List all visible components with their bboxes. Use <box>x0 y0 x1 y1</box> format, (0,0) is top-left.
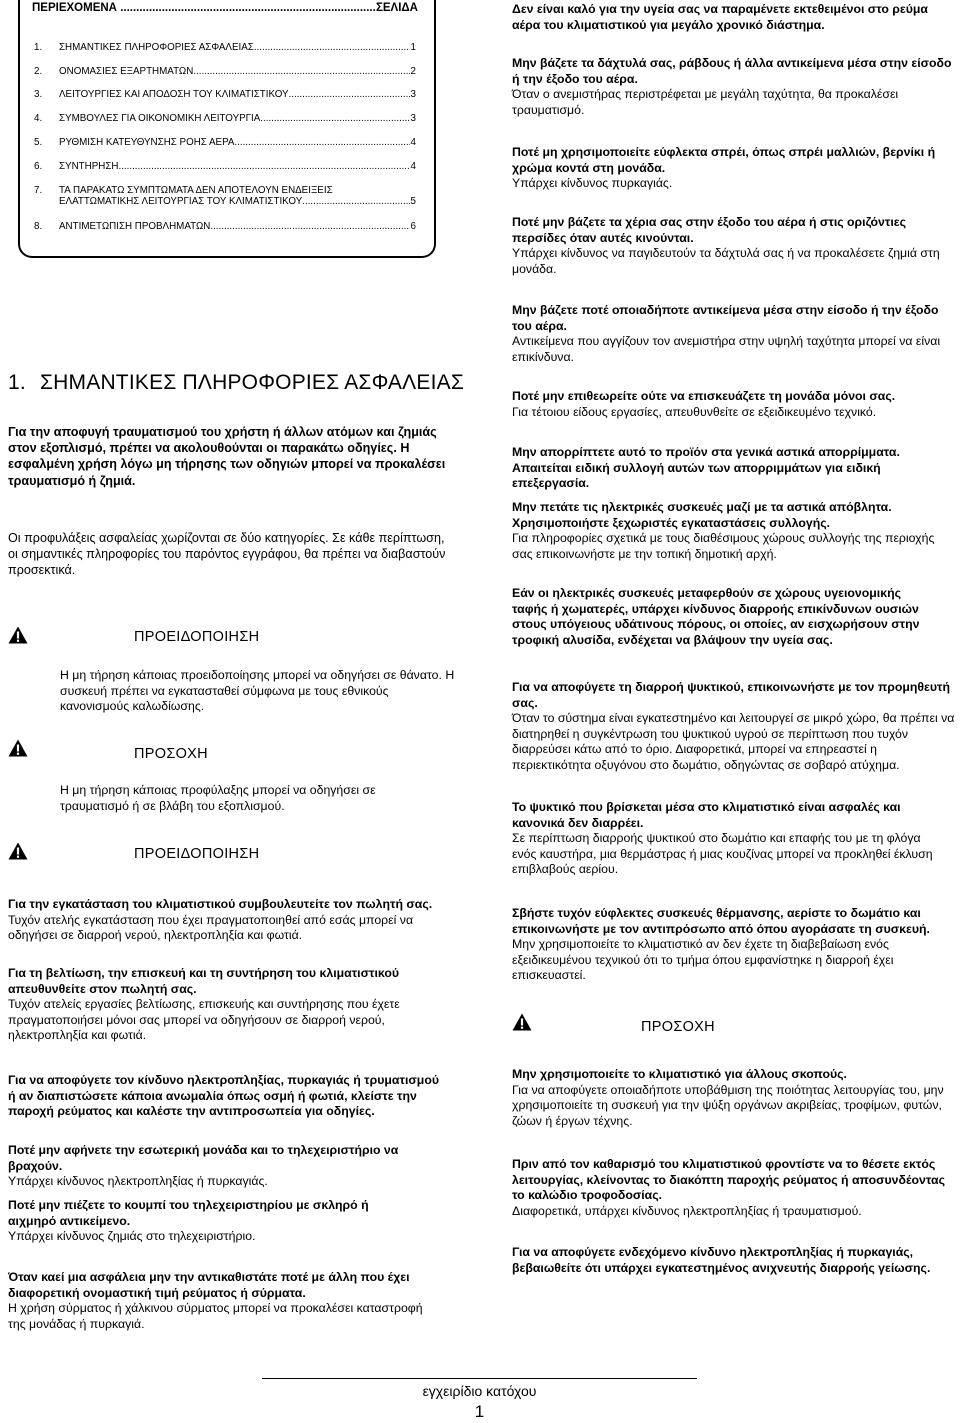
warning-text-a: Η μη τήρηση κάποιας προειδοποίησης μπορεί να οδηγήσει σε θάνατο. <box>60 668 442 682</box>
safety-item <box>8 1198 408 1245</box>
safety-item-heading: Ποτέ μην επιθεωρείτε ούτε να επισκευάζετε τη μονάδα μόνοι σας. <box>512 389 896 403</box>
safety-item <box>512 500 957 562</box>
section-title <box>8 371 464 395</box>
table-of-contents <box>18 0 436 258</box>
safety-item-text: Η χρήση σύρματος ή χάλκινου σύρματος μπορεί να προκαλέσει καταστροφή της μονάδας ή πυρκαγιά. <box>8 1301 423 1331</box>
safety-item-heading: Μην πετάτε τις ηλεκτρικές συσκευές μαζί με τα αστικά απόβλητα. Χρησιμοποιήστε ξεχωριστές εγκαταστάσεις συλλογής. <box>512 500 892 530</box>
toc-item-title: ΣΥΜΒΟΥΛΕΣ ΓΙΑ ΟΙΚΟΝΟΜΙΚΗ ΛΕΙΤΟΥΡΓΙΑ <box>59 113 261 124</box>
toc-item[interactable] <box>34 66 416 77</box>
section-number: 1. <box>8 371 26 394</box>
safety-item-heading: Δεν είναι καλό για την υγεία σας να παραμένετε εκτεθειμένοι στο ρεύμα αέρα του κλιματιστικού για μεγάλο χρονικό διάστημα. <box>512 2 928 32</box>
intro-paragraph <box>8 530 448 579</box>
safety-item-heading: Μην απορρίπτετε αυτό το προϊόν στα γενικά αστικά απορρίμματα. Απαιτείται ειδική συλλογή αυτών των απορριμμάτων για ειδική επεξεργασία. <box>512 445 900 491</box>
toc-item-page: 3 <box>410 89 416 100</box>
safety-item <box>512 303 957 365</box>
toc-item-number: 3. <box>34 89 43 100</box>
intro-text-a: Οι προφυλάξεις ασφαλείας χωρίζονται σε δύο κατηγορίες. <box>8 531 329 545</box>
warning-triangle-icon <box>8 842 28 860</box>
toc-item-page: 4 <box>410 137 416 148</box>
safety-item-text: Σε περίπτωση διαρροής ψυκτικού στο δωμάτιο και επαφής του με τη φλόγα ενός καυστήρα, μια θερμάστρας ή μιας κουζίνας μπορεί να προκληθεί έκλυση επιβλαβούς αερίου. <box>512 831 933 877</box>
toc-header <box>32 2 418 14</box>
toc-item-number: 4. <box>34 113 43 124</box>
toc-item-number: 1. <box>34 42 43 53</box>
safety-item <box>512 215 957 277</box>
caution-title: ΠΡΟΣΟΧΗ <box>134 746 208 762</box>
toc-item[interactable] <box>34 161 416 172</box>
toc-item-page: 5 <box>410 196 416 207</box>
warning-text-b: Η συσκευή πρέπει να εγκατασταθεί σύμφωνα με τους εθνικούς κανονισμούς καλωδίωσης. <box>60 668 455 714</box>
toc-item-page: 1 <box>410 42 416 53</box>
toc-header-label: ΠΕΡΙΕΧΟΜΕΝΑ <box>32 2 117 14</box>
warning-title: ΠΡΟΕΙΔΟΠΟΙΗΣΗ <box>134 846 260 862</box>
toc-item-page: 2 <box>410 66 416 77</box>
toc-item-title: ΛΕΙΤΟΥΡΓΙΕΣ ΚΑΙ ΑΠΟΔΟΣΗ ΤΟΥ ΚΛΙΜΑΤΙΣΤΙΚΟΥ <box>59 89 289 100</box>
toc-item-number: 7. <box>34 185 43 196</box>
safety-item <box>512 680 957 774</box>
safety-item-heading: Πριν από τον καθαρισμό του κλιματιστικού φροντίστε να το θέσετε εκτός λειτουργίας, κλείνοντας το διακόπτη παροχής ρεύματος ή αποσυνδέοντας το καλώδιο τροφοδοσίας. <box>512 1157 945 1203</box>
safety-item-heading: Για να αποφύγετε ενδεχόμενο κίνδυνο ηλεκτροπληξίας ή πυρκαγιάς, βεβαιωθείτε ότι υπάρχει εγκατεστημένος ανιχνευτής διαρροής γείωσης. <box>512 1245 931 1275</box>
safety-item-text: Αντικείμενα που αγγίζουν τον ανεμιστήρα στην υψηλή ταχύτητα μπορεί να είναι επικίνδυνα. <box>512 334 941 364</box>
safety-item <box>512 906 932 984</box>
safety-item-text: Μην χρησιμοποιείτε το κλιματιστικό αν δεν έχετε τη διαβεβαίωση ενός εξειδικευμένου τεχνικού ότι το τμήμα όπου εμφανίστηκε η διαρροή έχει επισκευαστεί. <box>512 937 894 983</box>
safety-item-text: Τυχόν ατελής εγκατάσταση που έχει πραγματοποιηθεί από εσάς μπορεί να οδηγήσει σε διαρροή νερού, ηλεκτροπληξία και φωτιά. <box>8 912 414 943</box>
footer-label: εγχειρίδιο κατόχου <box>422 1383 537 1399</box>
safety-item-text: Διαφορετικά, υπάρχει κίνδυνος ηλεκτροπληξίας ή τραυματισμού. <box>512 1203 862 1218</box>
toc-item-page: 4 <box>410 161 416 172</box>
safety-item-heading: Για να αποφύγετε τον κίνδυνο ηλεκτροπληξίας, πυρκαγιάς ή τρυματισμού ή αν διαπιστώσετε κάποια ανωμαλία όπως οσμή ή φωτιά, κλείστε την παροχή ρεύματος και καλέστε την αντιπροσωπεία για οδηγίες. <box>8 1073 440 1119</box>
toc-header-page-label: ΣΕΛΙΔΑ <box>375 2 418 14</box>
toc-item-number: 5. <box>34 137 43 148</box>
safety-item <box>512 1157 952 1219</box>
toc-item-title-line2: ΕΛΑΤΤΩΜΑΤΙΚΗΣ ΛΕΙΤΟΥΡΓΙΑΣ ΤΟΥ ΚΛΙΜΑΤΙΣΤΙΚΟΥ <box>59 196 303 207</box>
section-title-text: ΣΗΜΑΝΤΙΚΕΣ ΠΛΗΡΟΦΟΡΙΕΣ ΑΣΦΑΛΕΙΑΣ <box>40 371 465 394</box>
toc-item[interactable] <box>34 89 416 100</box>
safety-item <box>8 897 433 944</box>
toc-item[interactable] <box>34 42 416 53</box>
intro-bold-paragraph <box>8 424 448 489</box>
safety-item <box>512 2 952 33</box>
safety-item <box>512 1067 952 1129</box>
safety-item-heading: Το ψυκτικό που βρίσκεται μέσα στο κλιματιστικό είναι ασφαλές και κανονικά δεν διαρρέει. <box>512 800 901 830</box>
safety-item <box>512 586 922 648</box>
toc-item-number: 2. <box>34 66 43 77</box>
toc-item-page: 3 <box>410 113 416 124</box>
toc-item-title: ΣΥΝΤΗΡΗΣΗ <box>59 161 119 172</box>
footer-rule <box>262 1378 697 1379</box>
toc-item[interactable] <box>34 185 416 207</box>
safety-item <box>512 800 947 878</box>
safety-item <box>8 1073 443 1120</box>
safety-item-heading: Μην χρησιμοποιείτε το κλιματιστικό για άλλους σκοπούς. <box>512 1067 847 1081</box>
intro-bold-text-b: Η εσφαλμένη χρήση λόγω μη τήρησης των οδηγιών μπορεί να προκαλέσει τραυματισμό ή ζημιά. <box>8 441 446 488</box>
safety-item-text: Τυχόν ατελείς εργασίες βελτίωσης, επισκευής και συντήρησης που έχετε πραγματοποιήσει μόνοι σας μπορεί να οδηγήσουν σε διαρροή νερού, ηλεκτροπληξία και φωτιά. <box>8 997 400 1043</box>
safety-item-heading: Όταν καεί μια ασφάλεια μην την αντικαθιστάτε ποτέ με άλλη που έχει διαφορετική ονομαστική τιμή ρεύματος ή σύρματα. <box>8 1270 410 1300</box>
safety-item-text: Υπάρχει κίνδυνος πυρκαγιάς. <box>512 176 673 191</box>
toc-item[interactable] <box>34 221 416 232</box>
safety-item-text: Για πληροφορίες σχετικά με τους διαθέσιμους χώρους συλλογής της περιοχής σας επικοινωνήστε με την τοπική δημοτική αρχή. <box>512 531 935 561</box>
safety-item <box>8 1270 438 1332</box>
toc-item-title: ΣΗΜΑΝΤΙΚΕΣ ΠΛΗΡΟΦΟΡΙΕΣ ΑΣΦΑΛΕΙΑΣ <box>59 42 254 53</box>
safety-item-heading: Εάν οι ηλεκτρικές συσκευές μεταφερθούν σε χώρους υγειονομικής ταφής ή χωματερές, υπάρχει κίνδυνος διαρροής επικίνδυνων ουσιών στους υπόγειους υδάτινους πόρους, οι οποίες, αν εισχωρήσουν στην τροφική αλυσίδα, ενδέχεται να βλάψουν την υγεία σας. <box>512 586 920 647</box>
toc-item-title: ΡΥΘΜΙΣΗ ΚΑΤΕΥΘΥΝΣΗΣ ΡΟΗΣ ΑΕΡΑ <box>59 137 235 148</box>
safety-item <box>8 1143 448 1190</box>
intro-text-b: Σε κάθε περίπτωση, οι σημαντικές πληροφορίες του παρόντος εγγράφου, θα πρέπει να διαβαστούν προσεκτικά. <box>8 531 446 578</box>
safety-item <box>512 145 942 192</box>
warning-title: ΠΡΟΕΙΔΟΠΟΙΗΣΗ <box>134 629 260 645</box>
safety-item-heading: Ποτέ μην βάζετε τα χέρια σας στην έξοδο του αέρα ή στις οριζόντιες περσίδες όταν αυτές κινούνται. <box>512 215 907 245</box>
safety-item <box>512 1245 952 1276</box>
safety-item <box>512 56 952 118</box>
caution-triangle-icon <box>512 1013 532 1031</box>
caution-text: Η μη τήρηση κάποιας προφύλαξης μπορεί να οδηγήσει σε τραυματισμό ή σε βλάβη του εξοπλισμού. <box>60 783 376 813</box>
toc-item[interactable] <box>34 137 416 148</box>
caution-title: ΠΡΟΣΟΧΗ <box>641 1019 715 1035</box>
safety-item-heading: Για τη βελτίωση, την επισκευή και τη συντήρηση του κλιματιστικού απευθυνθείτε στον πωλητή σας. <box>8 966 400 996</box>
safety-item-text: Όταν το σύστημα είναι εγκατεστημένο και λειτουργεί σε μικρό χώρο, θα πρέπει να διατηρηθεί η συγκέντρωση του ψυκτικού υγρού σε περίπτωση που τυχόν διαρρεύσει κάτω από το όριο. Διαφορετικά, μπορεί να επηρεαστεί η περιεκτικότητα οξυγόνου στο δωμάτιο, οδηγώντας σε σοβαρό ατύχημα. <box>512 711 955 772</box>
safety-item-heading: Για να αποφύγετε τη διαρροή ψυκτικού, επικοινωνήστε με τον προμηθευτή σας. <box>512 680 951 710</box>
caution-triangle-icon <box>8 739 28 757</box>
safety-item-text: Υπάρχει κίνδυνος να παγιδευτούν τα δάχτυλά σας ή να προκαλέσετε ζημιά στη μονάδα. <box>512 246 940 276</box>
safety-item <box>512 389 957 420</box>
safety-item <box>8 966 433 1044</box>
warning-triangle-icon <box>8 626 28 644</box>
safety-item-text: Υπάρχει κίνδυνος ζημιάς στο τηλεχειριστήριο. <box>8 1229 256 1244</box>
page-number: 1 <box>474 1402 485 1421</box>
toc-item-title: ΤΑ ΠΑΡΑΚΑΤΩ ΣΥΜΠΤΩΜΑΤΑ ΔΕΝ ΑΠΟΤΕΛΟΥΝ ΕΝΔΕΙΞΕΙΣ <box>59 185 333 196</box>
toc-item-number: 6. <box>34 161 43 172</box>
toc-item[interactable] <box>34 113 416 124</box>
intro-bold-text-a: Για την αποφυγή τραυματισμού του χρήστη ή άλλων ατόμων και ζημιάς στον εξοπλισμό, πρέπει να ακολουθούνται οι παρακάτω οδηγίες. <box>8 425 437 456</box>
warning-text <box>60 668 460 715</box>
safety-item-heading: Μην βάζετε τα δάχτυλά σας, ράβδους ή άλλα αντικείμενα μέσα στην είσοδο ή την έξοδο του αέρα. <box>512 56 952 86</box>
safety-item-heading: Σβήστε τυχόν εύφλεκτες συσκευές θέρμανσης, αερίστε το δωμάτιο και επικοινωνήστε με τον αντιπρόσωπο από όπου αγοράσατε τη συσκευή. <box>512 906 930 936</box>
safety-item-text: Υπάρχει κίνδυνος ηλεκτροπληξίας ή πυρκαγιάς. <box>8 1174 268 1189</box>
toc-item-number: 8. <box>34 221 43 232</box>
safety-item-heading: Για την εγκατάσταση του κλιματιστικού συμβουλευτείτε τον πωλητή σας. <box>8 897 433 911</box>
safety-item <box>512 445 957 492</box>
safety-item-text: Για τέτοιου είδους εργασίες, απευθυνθείτε σε εξειδικευμένο τεχνικό. <box>512 404 877 419</box>
toc-item-page: 6 <box>410 221 416 232</box>
safety-item-heading: Ποτέ μην πιέζετε το κουμπί του τηλεχειριστηρίου με σκληρό ή αιχμηρό αντικείμενο. <box>8 1198 369 1228</box>
toc-item-title: ΟΝΟΜΑΣΙΕΣ ΕΞΑΡΤΗΜΑΤΩΝ <box>59 66 194 77</box>
safety-item-heading: Ποτέ μη χρησιμοποιείτε εύφλεκτα σπρέι, όπως σπρέι μαλλιών, βερνίκι ή χρώμα κοντά στη μονάδα. <box>512 145 936 175</box>
safety-item-text: Για να αποφύγετε οποιαδήποτε υποβάθμιση της ποιότητας λειτουργίας του, μην χρησιμοποιείτε τη συσκευή για την ψύξη οργάνων ακριβείας, τροφίμων, φυτών, ζώων ή έργων τέχνης. <box>512 1082 944 1128</box>
safety-item-text: Όταν ο ανεμιστήρας περιστρέφεται με μεγάλη ταχύτητα, θα προκαλέσει τραυματισμό. <box>512 87 899 117</box>
safety-item-heading: Μην βάζετε ποτέ οποιαδήποτε αντικείμενα μέσα στην είσοδο ή την έξοδο του αέρα. <box>512 303 939 333</box>
toc-item-title: ΑΝΤΙΜΕΤΩΠΙΣΗ ΠΡΟΒΛΗΜΑΤΩΝ <box>59 221 211 232</box>
safety-item-heading: Ποτέ μην αφήνετε την εσωτερική μονάδα και το τηλεχειριστήριο να βραχούν. <box>8 1143 399 1173</box>
